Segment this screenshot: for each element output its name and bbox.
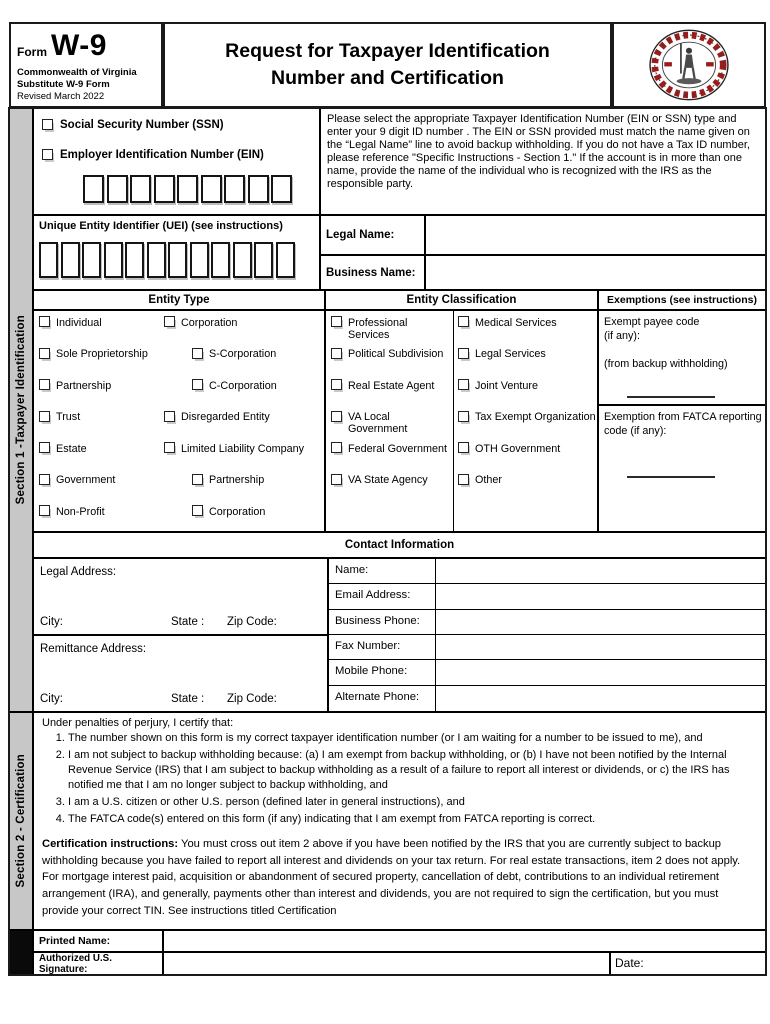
section1-sidebar [9,108,33,712]
form-title-line-1: Request for Taxpayer Identification [225,39,550,62]
entity-classification-checkbox[interactable] [331,316,342,327]
ssn-checkbox[interactable] [42,119,53,130]
entity-classification-checkbox[interactable] [331,474,342,485]
business-name-label-cell [320,255,425,290]
entity-classification-option [331,409,449,441]
contact-info-header: Contact Information [33,532,766,558]
business-name-label: Business Name: [326,266,416,279]
exempt-payee-line2: (if any): [604,330,640,342]
uei-char-box[interactable] [39,242,58,278]
business-name-field[interactable] [425,255,766,290]
entity-classification-option [458,346,596,378]
entity-classification-checkbox[interactable] [331,379,342,390]
entity-type-cell [33,310,325,532]
entity-type-option [164,314,324,346]
entity-classification-option-label: Medical Services [475,316,557,329]
entity-type-checkbox[interactable] [39,474,50,485]
entity-classification-option [331,377,449,409]
entity-type-option [39,503,164,535]
uei-char-box[interactable] [168,242,187,278]
entity-type-option [39,472,164,504]
uei-char-box[interactable] [276,242,295,278]
fatca-code-field[interactable] [627,476,715,478]
entity-type-option-label: Partnership [56,379,112,392]
certification-list [42,731,757,827]
entity-type-checkbox[interactable] [192,474,203,485]
entity-classification-checkbox[interactable] [331,442,342,453]
entity-type-option-label: Corporation [181,316,238,329]
form-number: W-9 [51,29,107,62]
entity-type-option-label: Partnership [209,474,265,486]
fatca-cell [598,405,766,532]
section2-sidebar [9,712,33,930]
legal-name-field[interactable] [425,215,766,255]
ein-label: Employer Identification Number (EIN) [60,149,264,161]
entity-type-checkbox[interactable] [164,316,175,327]
entity-type-col1 [39,314,164,535]
entity-type-option [164,409,324,441]
uei-char-box[interactable] [61,242,80,278]
contact-field-label: Fax Number: [329,635,436,659]
org-line-1: Commonwealth of Virginia [17,67,137,78]
certification-cell [33,712,766,930]
contact-field-value[interactable] [436,559,765,583]
contact-field-label: Name: [329,559,436,583]
tin-digit-box[interactable] [201,175,222,203]
entity-type-option [39,409,164,441]
tin-digit-box[interactable] [224,175,245,203]
entity-classification-option-label: Federal Government [348,442,448,455]
city-label: City: [40,693,63,705]
fatca-line1: Exemption from FATCA reporting [604,411,762,423]
exempt-payee-code-field[interactable] [627,396,715,398]
entity-type-option [192,503,324,535]
entity-type-checkbox[interactable] [39,411,50,422]
entity-type-checkbox[interactable] [39,348,50,359]
entity-type-option [192,377,324,409]
zip-label: Zip Code: [227,616,277,628]
exempt-payee-cell [598,310,766,405]
entity-type-option [192,346,324,378]
legal-address-cell[interactable] [33,558,328,635]
signature-label: Authorized U.S. Signature: [39,952,112,975]
entity-classification-header: Entity Classification [325,290,598,310]
entity-type-option-label: Government [56,474,116,486]
entity-classification-option [458,377,596,409]
entity-classification-checkbox[interactable] [331,348,342,359]
entity-type-option-label: Estate [56,442,87,455]
entity-type-checkbox[interactable] [192,379,203,390]
form-id-box [9,22,163,108]
date-label: Date: [615,956,644,970]
remittance-address-label: Remittance Address: [40,643,147,655]
entity-type-col2 [164,314,324,535]
entity-classification-option-label: Real Estate Agent [348,379,435,392]
form-word-label: Form [17,45,47,59]
contact-field-value[interactable] [436,584,765,608]
entity-classification-option-label: OTH Government [475,442,561,455]
entity-classification-option [331,314,449,346]
contact-field-label: Mobile Phone: [329,660,436,684]
contact-row [329,635,765,660]
fatca-line2: code (if any): [604,425,667,437]
entity-classification-option-label: VA State Agency [348,474,428,486]
entity-type-option [192,472,324,504]
entity-type-option-label: Limited Liability Company [181,442,305,455]
legal-name-label-cell [320,215,425,255]
uei-char-box[interactable] [147,242,166,278]
uei-char-box[interactable] [233,242,252,278]
entity-classification-option-label: Legal Services [475,348,546,360]
tin-digit-box[interactable] [271,175,292,203]
entity-type-option-label: Corporation [209,505,266,518]
contact-field-value[interactable] [436,660,765,684]
legal-address-label: Legal Address: [40,566,117,578]
entity-type-option-label: Trust [56,411,81,423]
zip-label: Zip Code: [227,693,277,705]
sidebar-black-block [9,930,33,975]
printed-name-label-cell [33,930,163,952]
state-label: State : [171,616,205,628]
entity-type-checkbox[interactable] [192,348,203,359]
entity-type-checkbox[interactable] [39,442,50,453]
entity-type-option [39,440,164,472]
revision-date: Revised March 2022 [17,91,105,102]
printed-name-field[interactable] [163,930,766,952]
entity-classification-checkbox[interactable] [458,474,469,485]
entity-classification-checkbox[interactable] [458,379,469,390]
entity-type-option [39,314,164,346]
uei-char-box[interactable] [190,242,209,278]
printed-name-label: Printed Name: [39,935,111,947]
entity-classification-option [458,314,596,346]
entity-classification-checkbox[interactable] [331,411,342,422]
form-title-line-2: Number and Certification [271,67,504,89]
uei-label: Unique Entity Identifier (UEI) (see instructions) [39,220,283,232]
uei-char-box[interactable] [211,242,230,278]
entity-type-option-label: Individual [56,316,102,329]
section2-sidebar-label: Section 2 - Certification [15,754,27,888]
entity-classification-cell [325,310,598,532]
tin-digit-box[interactable] [248,175,269,203]
entity-classification-option [331,346,449,378]
uei-char-box[interactable] [125,242,144,278]
tin-digit-box[interactable] [107,175,128,203]
entity-type-option-label: C-Corporation [209,379,277,392]
date-cell[interactable] [610,952,766,975]
entity-classification-option [331,440,449,472]
entity-classification-option-label: Professional Services [348,316,408,341]
entity-classification-checkbox[interactable] [458,442,469,453]
entity-type-checkbox[interactable] [39,316,50,327]
contact-field-value[interactable] [436,686,765,711]
state-label: State : [171,693,205,705]
certification-item: 4. The FATCA code(s) entered on this form (if any) indicating that I am exempt from FATCA reporting is correct. [68,812,757,827]
entity-type-checkbox[interactable] [164,411,175,422]
tin-instructions: Please select the appropriate Taxpayer Identification Number (EIN or SSN) type and enter your 9 digit ID number . The EIN or SSN provided must match the name given on the “Legal Name” line to avoid backup withholding. If you do not have a Tax ID number, please reference "Specific Instructions - Section 1." If the account is in more than one name, provide the name of the individual who is recognized with the IRS as the responsible party. [320,108,766,215]
entity-classification-option [458,472,596,504]
contact-row [329,686,765,711]
tin-digit-box[interactable] [154,175,175,203]
entity-classification-checkbox[interactable] [458,316,469,327]
entity-classification-option-label: Political Subdivision [348,348,444,360]
entity-type-option [164,440,324,472]
entity-type-header: Entity Type [33,290,325,310]
remittance-address-cell[interactable] [33,635,328,712]
contact-field-label: Email Address: [329,584,436,608]
certification-instructions-text: You must cross out item 2 above if you have been notified by the IRS that you are currently subject to backup withholding because you have failed to report all interest and dividends on your tax return. For real estate transactions, item 2 does not apply. For mortgage interest paid, acquisition or abandonment of secured property, cancellation of debt, contributions to an individual retirement arrangement (IRA), and generally, payments other than interest and dividends, you are not required to sign the certification, but you must provide your correct TIN. See instructions titled Certification [42,837,741,917]
exempt-payee-line1: Exempt payee code [604,316,700,328]
section1-sidebar-label: Section 1 -Taxpayer Identification [15,315,27,505]
virginia-seal-icon [635,27,743,103]
entity-classification-option-label: VA Local Government [348,411,408,435]
entity-classification-checkbox[interactable] [458,411,469,422]
uei-cell [33,215,320,290]
legal-name-label: Legal Name: [326,229,395,241]
uei-char-box[interactable] [82,242,101,278]
entity-type-option-label: S-Corporation [209,348,277,360]
entity-type-option-label: Disregarded Entity [181,411,270,423]
entity-type-checkbox[interactable] [164,442,175,453]
exemptions-header: Exemptions (see instructions) [598,290,766,310]
entity-type-option [39,377,164,409]
signature-label-cell [33,952,163,975]
tin-type-cell [33,108,320,215]
uei-char-box[interactable] [254,242,273,278]
seal-box [612,22,766,108]
entity-type-checkbox[interactable] [39,379,50,390]
entity-classification-col2 [458,314,596,503]
entity-classification-option [458,409,596,441]
ssn-label: Social Security Number (SSN) [60,119,224,131]
entity-classification-option-label: Other [475,474,503,486]
entity-type-option-label: Non-Profit [56,505,105,518]
contact-row [329,584,765,609]
entity-classification-option-label: Tax Exempt Organization [475,411,596,423]
entity-type-checkbox[interactable] [192,505,203,516]
uei-char-box[interactable] [104,242,123,278]
org-line-2: Substitute W-9 Form [17,78,110,90]
uei-boxes [39,242,295,278]
contact-field-label: Business Phone: [329,610,436,634]
contact-fields [328,558,766,712]
contact-field-value[interactable] [436,635,765,659]
entity-type-option [39,346,164,378]
certification-instructions [42,836,757,920]
certification-item: 1. The number shown on this form is my correct taxpayer identification number (or I am waiting for a number to be issued to me), and [68,731,757,746]
contact-field-label: Alternate Phone: [329,686,436,711]
entity-classification-option [331,472,449,504]
entity-type-option-label: Sole Proprietorship [56,348,148,360]
contact-field-value[interactable] [436,610,765,634]
tin-digit-boxes [83,175,292,203]
contact-row [329,559,765,584]
signature-field[interactable] [163,952,610,975]
tin-digit-box[interactable] [130,175,151,203]
exempt-payee-line3: (from backup withholding) [604,358,728,370]
entity-classification-checkbox[interactable] [458,348,469,359]
contact-row [329,610,765,635]
entity-type-checkbox[interactable] [39,505,50,516]
entity-classification-option-label: Joint Venture [475,379,539,392]
ein-checkbox[interactable] [42,149,53,160]
certification-item: 3. I am a U.S. citizen or other U.S. person (defined later in general instructions), and [68,795,757,810]
classification-divider [453,311,454,531]
tin-digit-box[interactable] [83,175,104,203]
certification-instructions-title: Certification instructions: [42,837,179,850]
city-label: City: [40,616,63,628]
form-title [163,22,612,108]
certification-item: 2. I am not subject to backup withholding because: (a) I am exempt from backup withholding, or (b) I have not been notified by the Internal Revenue Service (IRS) that I am subject to backup withholding as a result of a failure to report all interest or dividends, or c) the IRS has notified me that I am no longer subject to backup withholding, and [68,748,757,793]
contact-row [329,660,765,685]
tin-digit-box[interactable] [177,175,198,203]
certification-intro: Under penalties of perjury, I certify that: [42,717,234,729]
entity-classification-option [458,440,596,472]
entity-classification-col1 [331,314,449,503]
